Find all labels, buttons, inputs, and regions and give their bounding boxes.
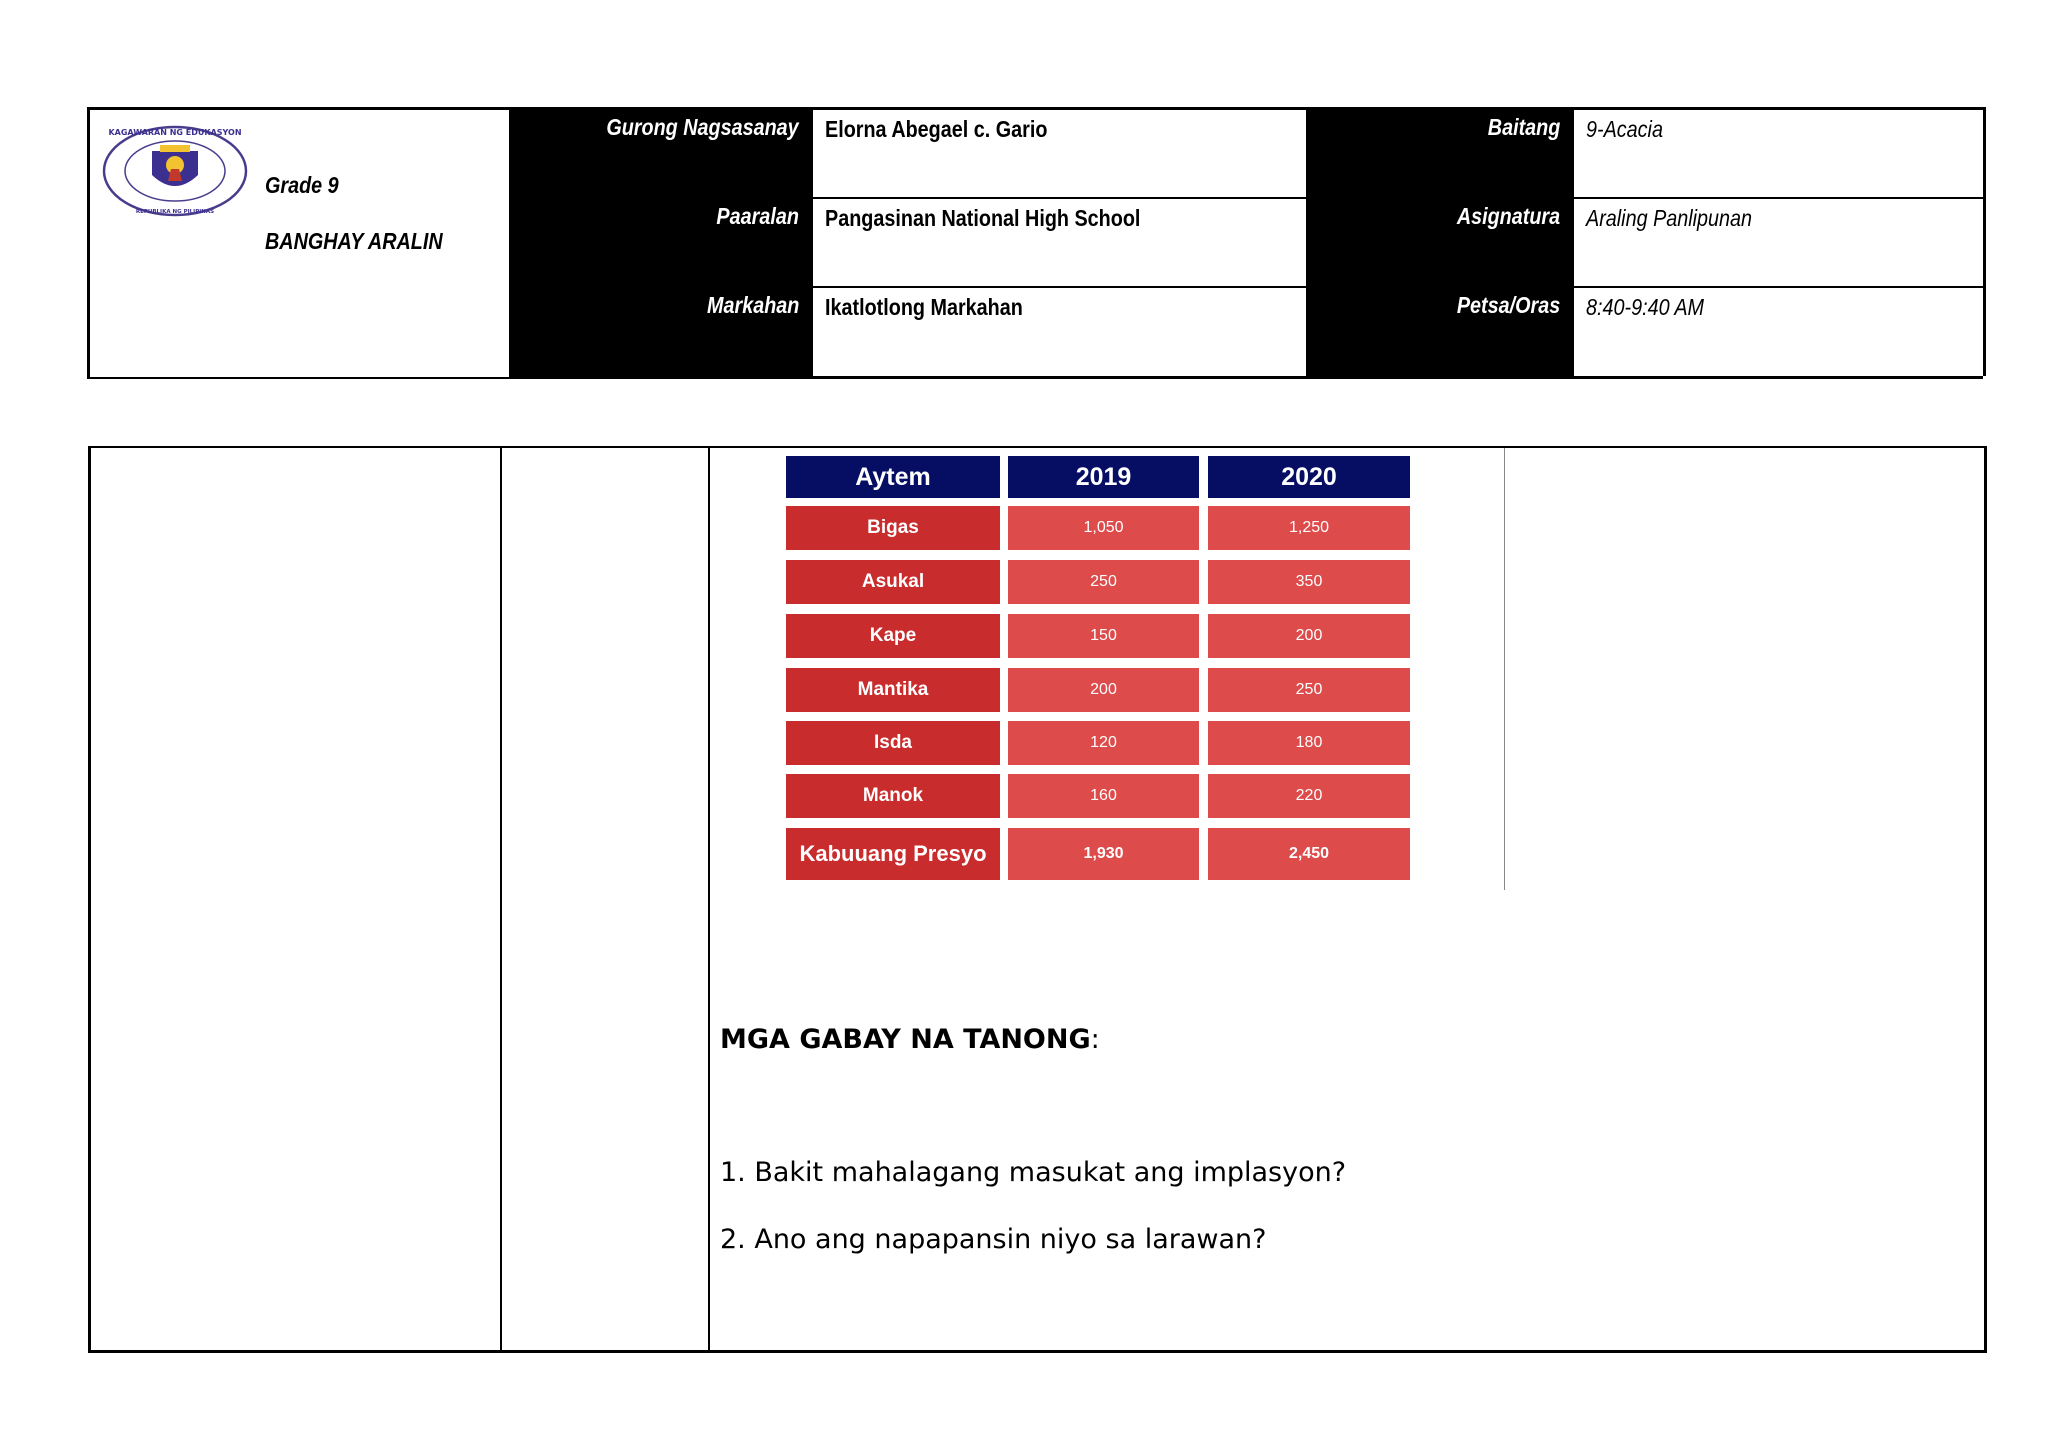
value-row-grade-level <box>1574 110 1983 199</box>
label-date-time: Petsa/Oras <box>1456 292 1560 318</box>
questions-heading <box>720 1024 1100 1055</box>
total-2020: 2,450 <box>1208 828 1410 880</box>
price-2019: 150 <box>1008 614 1199 658</box>
right-value-column <box>1574 110 1983 379</box>
price-2019: 250 <box>1008 560 1199 604</box>
value-row-teacher <box>813 110 1306 199</box>
deped-seal-icon <box>102 125 248 217</box>
column-divider <box>500 448 502 1350</box>
question-item: 2. Ano ang napapansin niyo sa larawan? <box>720 1224 1267 1255</box>
lesson-plan-header <box>87 107 1986 376</box>
value-grade-level: 9-Acacia <box>1586 116 1663 142</box>
image-edge-line <box>1504 448 1505 890</box>
header-2020: 2020 <box>1208 456 1410 498</box>
total-label: Kabuuang Presyo <box>786 828 1000 880</box>
right-label-column <box>1306 110 1574 379</box>
price-2020: 180 <box>1208 721 1410 765</box>
header-item: Aytem <box>786 456 1000 498</box>
label-teacher: Gurong Nagsasanay <box>606 114 799 140</box>
total-2019: 1,930 <box>1008 828 1199 880</box>
value-subject: Araling Panlipunan <box>1586 205 1753 231</box>
column-divider <box>708 448 710 1350</box>
item-name: Manok <box>786 774 1000 818</box>
question-item: 1. Bakit mahalagang masukat ang implasyon? <box>720 1157 1347 1188</box>
value-row-quarter <box>813 288 1306 379</box>
price-2020: 1,250 <box>1208 506 1410 550</box>
header-logo-cell <box>87 110 509 379</box>
item-name: Mantika <box>786 668 1000 712</box>
price-2020: 200 <box>1208 614 1410 658</box>
item-name: Isda <box>786 721 1000 765</box>
value-school: Pangasinan National High School <box>825 205 1141 231</box>
plan-title: BANGHAY ARALIN <box>265 228 443 254</box>
value-row-school <box>813 199 1306 288</box>
left-value-column <box>813 110 1306 379</box>
label-quarter: Markahan <box>706 292 799 318</box>
label-subject: Asignatura <box>1456 203 1560 229</box>
questions-heading-colon: : <box>1090 1024 1100 1055</box>
value-date-time: 8:40-9:40 AM <box>1586 294 1705 320</box>
seal-top-text: KAGAWARAN NG EDUKASYON <box>108 128 242 137</box>
header-2019: 2019 <box>1008 456 1199 498</box>
seal-bottom-text: REPUBLIKA NG PILIPINAS <box>135 209 215 215</box>
price-2020: 220 <box>1208 774 1410 818</box>
questions-heading-text: MGA GABAY NA TANONG <box>720 1024 1091 1055</box>
left-label-column <box>509 110 813 379</box>
price-2020: 250 <box>1208 668 1410 712</box>
price-2019: 120 <box>1008 721 1199 765</box>
value-row-date-time <box>1574 288 1983 379</box>
value-teacher: Elorna Abegael c. Gario <box>825 116 1048 142</box>
item-name: Asukal <box>786 560 1000 604</box>
price-2019: 1,050 <box>1008 506 1199 550</box>
label-school: Paaralan <box>716 203 799 229</box>
price-2020: 350 <box>1208 560 1410 604</box>
price-2019: 200 <box>1008 668 1199 712</box>
value-row-subject <box>1574 199 1983 288</box>
grade-label: Grade 9 <box>265 172 339 198</box>
item-name: Bigas <box>786 506 1000 550</box>
label-grade-level: Baitang <box>1487 114 1560 140</box>
value-quarter: Ikatlotlong Markahan <box>825 294 1023 320</box>
price-2019: 160 <box>1008 774 1199 818</box>
item-name: Kape <box>786 614 1000 658</box>
